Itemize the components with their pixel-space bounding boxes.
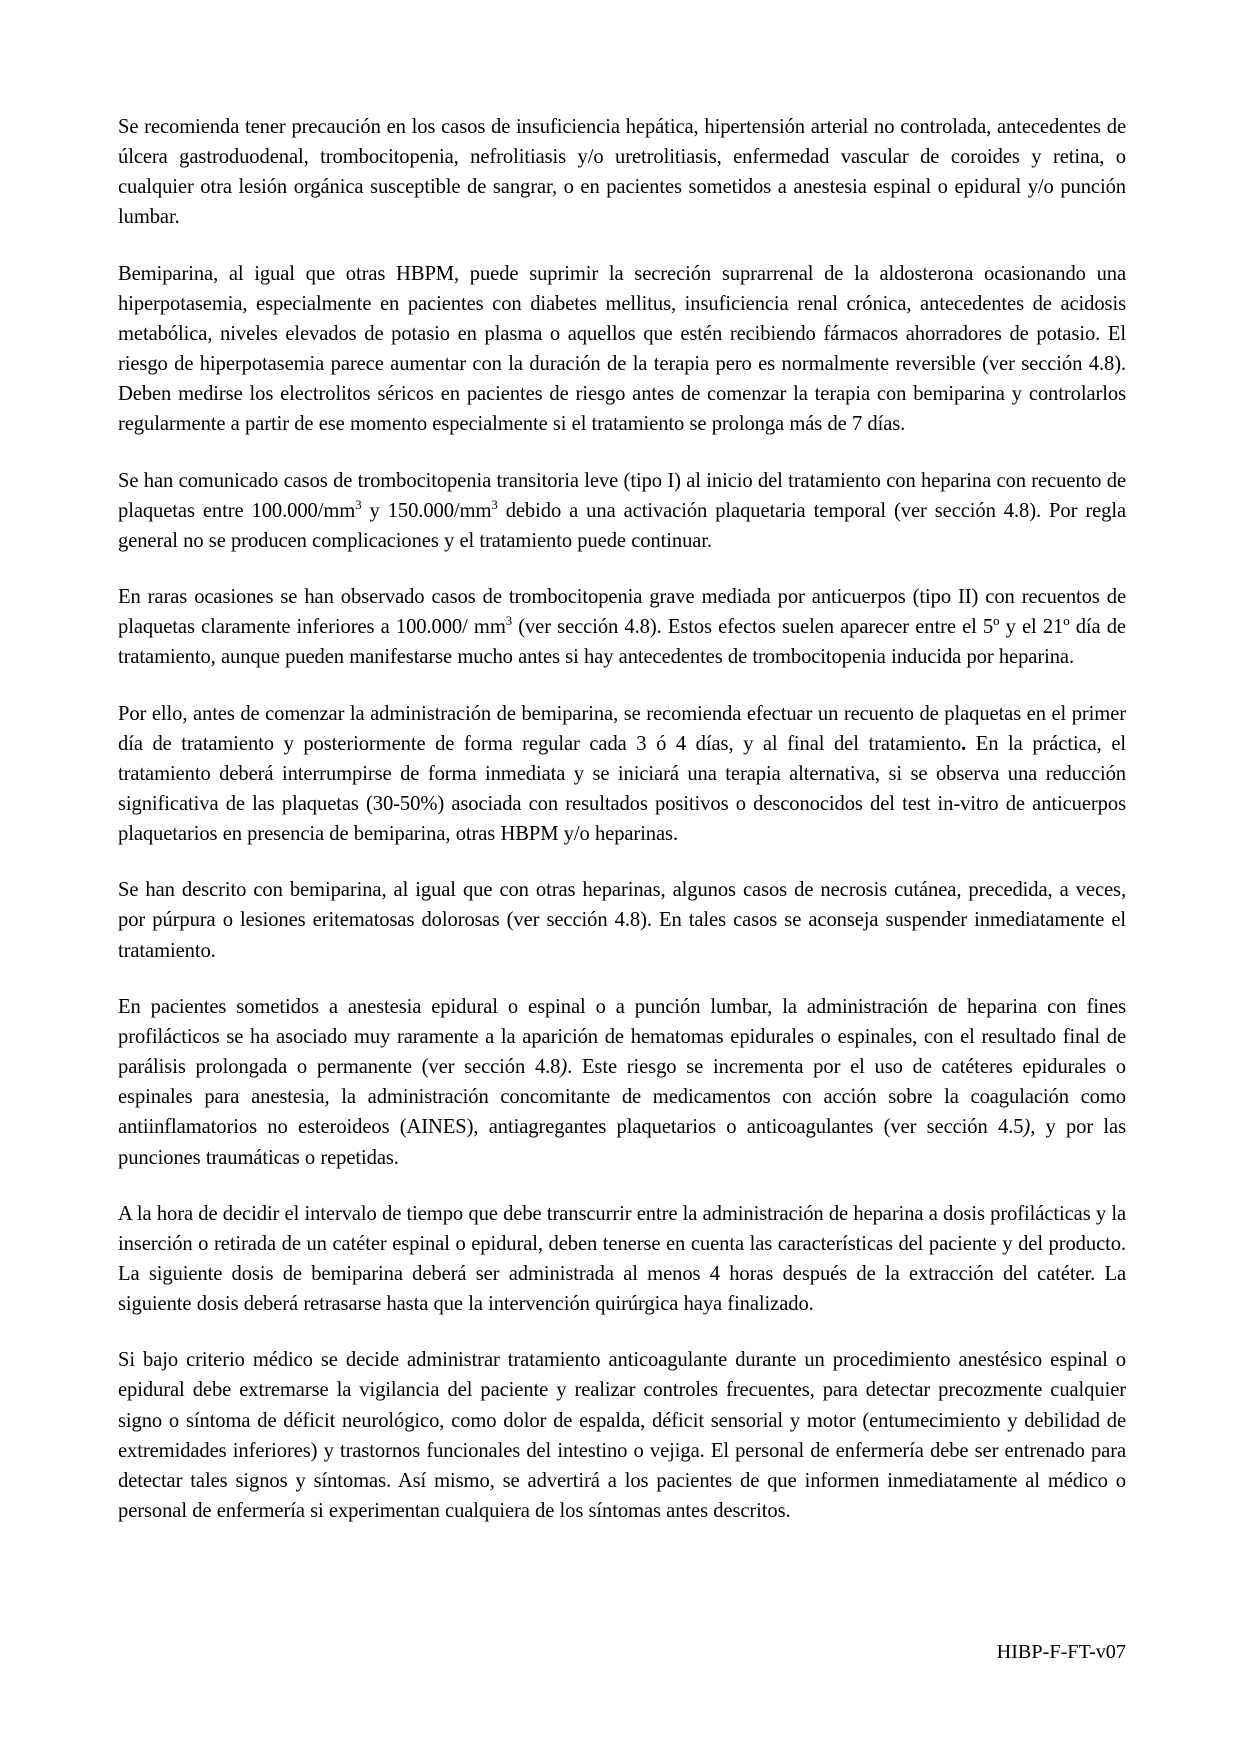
paragraph-recuento-plaquetas-antes-administracion	[118, 699, 1126, 850]
text-run: En raras ocasiones se han observado casos de trombocitopenia grave mediada por anticuerpos (tipo II) con recuentos de plaquetas claramente inferiores a 100.000/ mm	[118, 586, 1126, 639]
paragraph-hematomas-epidurales-espinales	[118, 992, 1126, 1173]
paragraph-vigilancia-deficit-neurologico: Si bajo criterio médico se decide administrar tratamiento anticoagulante durante un procedimiento anestésico espinal o epidural debe extremarse la vigilancia del paciente y realizar controles frecuentes, para detectar precozmente cualquier signo o síntoma de déficit neurológico, como dolor de espalda, déficit sensorial y motor (entumecimiento y debilidad de extremidades inferiores) y trastornos funcionales del intestino o vejiga. El personal de enfermería debe ser entrenado para detectar tales signos y síntomas. Así mismo, se advertirá a los pacientes de que informen inmediatamente al médico o personal de enfermería si experimentan cualquiera de los síntomas antes descritos.	[118, 1349, 1126, 1523]
paragraph-hiperpotasemia-aldosterona: Bemiparina, al igual que otras HBPM, puede suprimir la secreción suprarrenal de la aldosterona ocasionando una hiperpotasemia, especialmente en pacientes con diabetes mellitus, insuficiencia renal crónica, antecedentes de acidosis metabólica, niveles elevados de potasio en plasma o aquellos que estén recibiendo fármacos ahorradores de potasio. El riesgo de hiperpotasemia parece aumentar con la duración de la terapia pero es normalmente reversible (ver sección 4.8). Deben medirse los electrolitos séricos en pacientes de riesgo antes de comenzar la terapia con bemiparina y controlarlos regularmente a partir de ese momento especialmente si el tratamiento se prolonga más de 7 días.	[118, 262, 1126, 436]
text-run: debido a una activación plaquetaria temporal (ver sección 4.8). Por regla general no se producen complicaciones y el tratamiento puede continuar.	[118, 499, 1126, 552]
text-run: En pacientes sometidos a anestesia epidural o espinal o a punción lumbar, la administración de heparina con fines profilácticos se ha asociado muy raramente a la aparición de hematomas epidurales o espinales, con el resultado final de parálisis prolongada o permanente (ver sección 4.8	[118, 995, 1126, 1079]
text-run: (ver sección 4.8). Estos efectos suelen aparecer entre el 5º y el 21º día de tratamiento, aunque pueden manifestarse mucho antes si hay antecedentes de trombocitopenia inducida por heparina.	[118, 616, 1126, 669]
text-run: y 150.000/mm	[361, 499, 492, 522]
text-run: , y por las punciones traumáticas o repetidas.	[118, 1116, 1126, 1169]
text-run: . Este riesgo se incrementa por el uso de catéteres epidurales o espinales para anestesia, la administración concomitante de medicamentos con acción sobre la coagulación como antiinflamatorios no esteroideos (AINES), antiagregantes plaquetarios o anticoagulantes (ver sección 4.5	[118, 1056, 1127, 1139]
superscript: 3	[491, 497, 498, 512]
footer-document-code: HIBP-F-FT-v07	[996, 1641, 1126, 1663]
bold-text: .	[961, 732, 967, 755]
text-run: En la práctica, el tratamiento deberá interrumpirse de forma inmediata y se iniciará una terapia alternativa, si se observa una reducción significativa de las plaquetas (30-50%) asociada con resultados positivos o desconocidos del test in-vitro de anticuerpos plaquetarios en presencia de bemiparina, otras HBPM y/o heparinas.	[118, 732, 1126, 846]
italic-text: )	[560, 1056, 568, 1079]
page-footer	[118, 1640, 1126, 1664]
paragraph-precaucion-insuficiencia-hepatica: Se recomienda tener precaución en los casos de insuficiencia hepática, hipertensión arterial no controlada, antecedentes de úlcera gastroduodenal, trombocitopenia, nefrolitiasis y/o uretrolitiasis, enfermedad vascular de coroides y retina, o cualquier otra lesión orgánica susceptible de sangrar, o en pacientes sometidos a anestesia espinal o epidural y/o punción lumbar.	[118, 116, 1126, 229]
paragraph-trombocitopenia-tipo-i	[118, 466, 1126, 556]
document-body	[118, 112, 1126, 1526]
superscript: 3	[355, 497, 362, 512]
italic-text: )	[1023, 1116, 1031, 1139]
paragraph-intervalo-tiempo-cateter: A la hora de decidir el intervalo de tiempo que debe transcurrir entre la administración de heparina a dosis profilácticas y la inserción o retirada de un catéter espinal o epidural, deben tenerse en cuenta las características del paciente y del producto. La siguiente dosis de bemiparina deberá ser administrada al menos 4 horas después de la extracción del catéter. La siguiente dosis deberá retrasarse hasta que la intervención quirúrgica haya finalizado.	[118, 1202, 1126, 1316]
superscript: 3	[505, 614, 513, 629]
text-run: Por ello, antes de comenzar la administración de bemiparina, se recomienda efectuar un recuento de plaquetas en el primer día de tratamiento y posteriormente de forma regular cada 3 ó 4 días, y al final del tratamiento	[118, 702, 1126, 755]
paragraph-necrosis-cutanea: Se han descrito con bemiparina, al igual que con otras heparinas, algunos casos de necrosis cutánea, precedida, a veces, por púrpura o lesiones eritematosas dolorosas (ver sección 4.8). En tales casos se aconseja suspender inmediatamente el tratamiento.	[118, 879, 1126, 962]
paragraph-trombocitopenia-tipo-ii	[118, 582, 1126, 672]
text-run: Se han comunicado casos de trombocitopenia transitoria leve (tipo I) al inicio del tratamiento con heparina con recuento de plaquetas entre 100.000/mm	[118, 469, 1126, 522]
